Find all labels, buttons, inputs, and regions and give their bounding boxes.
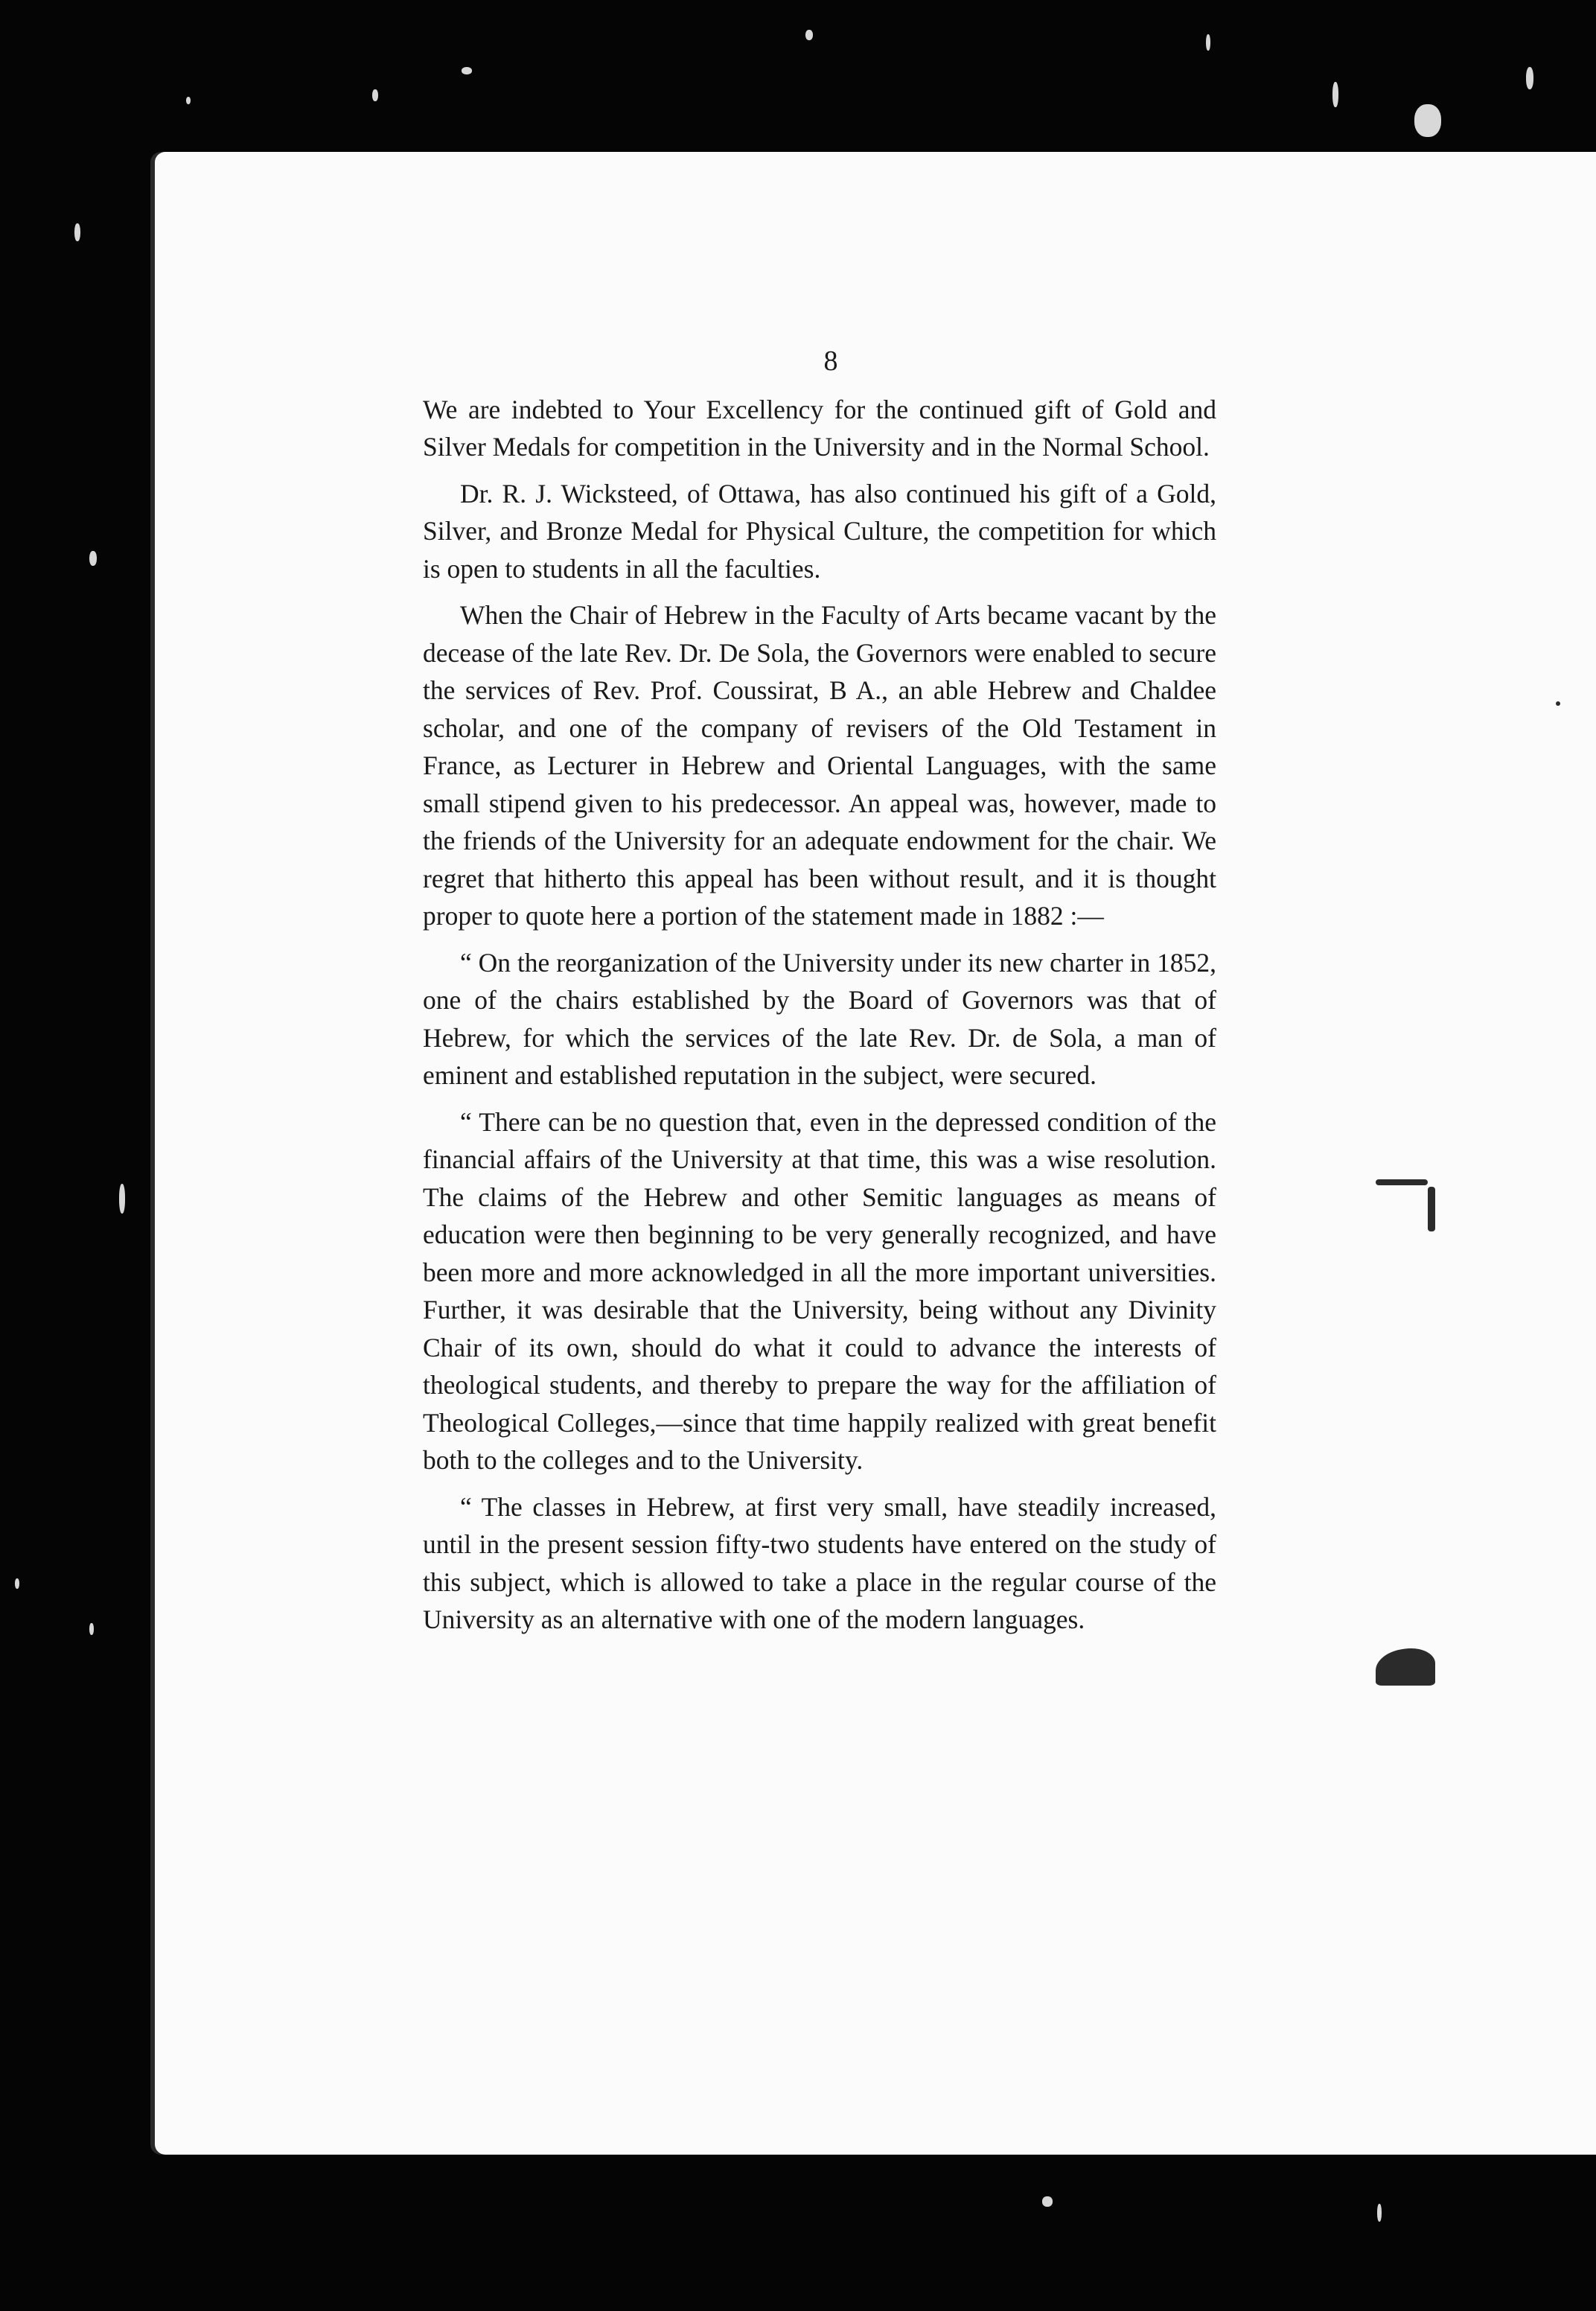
page-body bbox=[423, 342, 1216, 1648]
margin-ink-mark bbox=[1376, 1648, 1435, 1686]
scan-speck bbox=[15, 1578, 19, 1589]
scan-speck bbox=[1042, 2196, 1053, 2207]
scan-speck bbox=[1414, 104, 1441, 137]
scan-speck bbox=[372, 89, 378, 101]
paragraph-hebrew-classes-quote: “ The classes in Hebrew, at first very small, have steadily increased, until in the present session fifty-two students have entered on the study of this subject, which is allowed to take a place in the regular course of the University as an alternative with one of the modern languages. bbox=[423, 1491, 1216, 1634]
margin-ink-mark bbox=[1428, 1187, 1435, 1231]
paragraph-medals: We are indebted to Your Excellency for the continued gift of Gold and Silver Medals for competition in the University and in the Normal School. bbox=[423, 394, 1216, 462]
scan-speck bbox=[1377, 2204, 1382, 2222]
paragraph-semitic-languages-quote: “ There can be no question that, even in the depressed condition of the financial affairs of the University at that time, this was a wise resolution. The claims of the Hebrew and other Semitic languages as means of education were then beginning to be very generally recognized, and have been more and more acknowledged in all the more important universities. Further, it was desirable that the University, being without any Divinity Chair of its own, should do what it could to advance the interests of theological students, and thereby to prepare the way for the affiliation of Theological Colleges,—since that time happily realized with great benefit both to the colleges and to the University. bbox=[423, 1106, 1216, 1475]
scan-speck bbox=[74, 223, 80, 241]
paragraph-reorganization-quote: “ On the reorganization of the University under its new charter in 1852, one of the chairs established by the Board of Governors was that of Hebrew, for which the services of the late Rev. Dr. de Sola, a man of eminent and established reputation in the subject, were secured. bbox=[423, 947, 1216, 1090]
page-number: 8 bbox=[823, 345, 838, 377]
paragraph-hebrew-chair: When the Chair of Hebrew in the Faculty of Arts became vacant by the decease of the late Rev. Dr. De Sola, the Governors were enabled to secure the services of Rev. Prof. Coussirat, B A., an able Hebrew and Chaldee scholar, and one of the company of revisers of the Old Testament in France, as Lecturer in Hebrew and Oriental Languages, with the same small stipend given to his predecessor. An appeal was, however, made to the friends of the University for an adequate endowment for the chair. We regret that hitherto this appeal has been without result, and it is thought proper to quote here a portion of the statement made in 1882 :— bbox=[423, 600, 1216, 931]
margin-ink-mark bbox=[1556, 701, 1560, 706]
scan-speck bbox=[1206, 34, 1210, 51]
scan-speck bbox=[89, 1623, 94, 1635]
scan-speck bbox=[186, 97, 191, 104]
scan-speck bbox=[1526, 67, 1533, 89]
scan-speck bbox=[89, 551, 97, 566]
scanned-page bbox=[155, 152, 1596, 2155]
paragraph-wicksteed: Dr. R. J. Wicksteed, of Ottawa, has also continued his gift of a Gold, Silver, and Bronze Medal for Physical Culture, the competition for which is open to students in all the faculties. bbox=[423, 478, 1216, 584]
margin-ink-mark bbox=[1376, 1179, 1428, 1185]
scan-speck bbox=[119, 1184, 125, 1214]
scan-speck bbox=[805, 30, 813, 40]
scan-speck bbox=[462, 67, 472, 74]
scan-speck bbox=[1332, 82, 1338, 107]
